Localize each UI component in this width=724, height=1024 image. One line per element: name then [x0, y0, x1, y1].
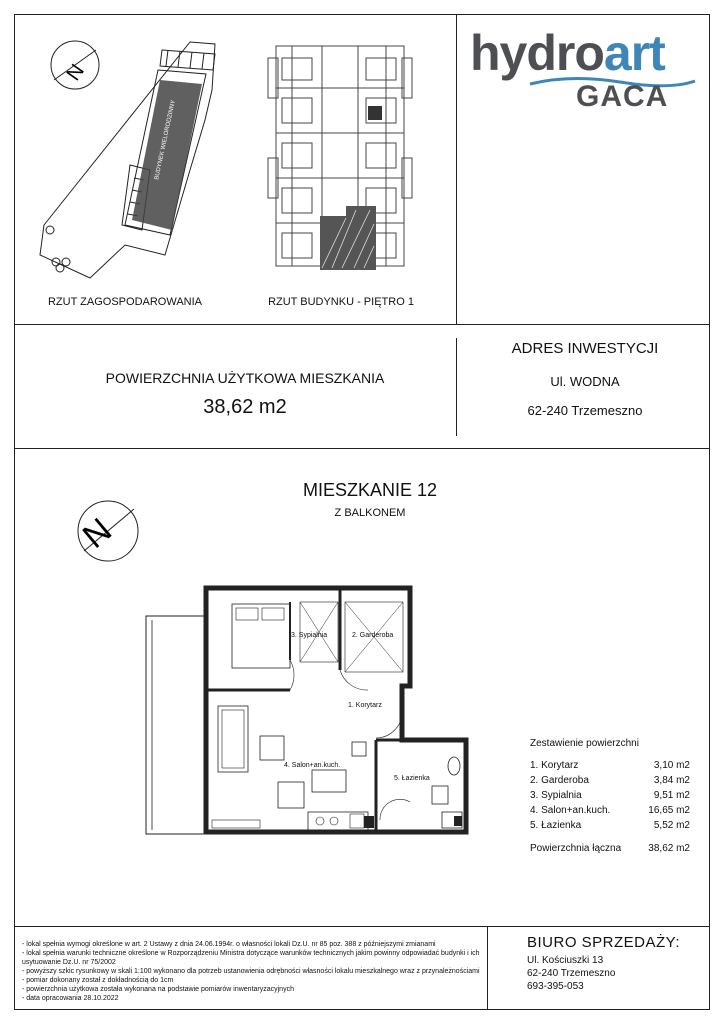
note-line: usytuowanie Dz.U. nr 75/2002 [22, 959, 116, 966]
sales-phone: 693-395-053 [527, 981, 584, 992]
brand-part1: hydro [470, 25, 604, 81]
site-plan-north: N [62, 60, 89, 85]
sales-title: BIURO SPRZEDAŻY: [527, 934, 681, 951]
room-label-sypialnia: 3. Sypialnia [291, 632, 328, 639]
apartment-title: MIESZKANIE 12 [302, 480, 438, 500]
brand-logo [470, 25, 700, 118]
summary-row-name: 4. Salon+an.kuch. [530, 805, 611, 816]
north-arrow-icon [64, 485, 154, 575]
area-title: POWIERZCHNIA UŻYTKOWA MIESZKANIA [105, 370, 385, 386]
note-line: - pomiar dokonany został z dokładnością do 1cm [22, 977, 174, 984]
investment-title: ADRES INWESTYCJI [511, 340, 659, 357]
site-plan-caption: RZUT ZAGOSPODAROWANIA [47, 296, 202, 308]
summary-row-value: 5,52 m2 [653, 820, 690, 831]
summary-total [530, 843, 690, 854]
floor-plan-drawing [140, 580, 480, 850]
summary-row-value: 3,10 m2 [653, 760, 690, 771]
summary-total-value: 38,62 m2 [648, 843, 690, 854]
divider-bottom [14, 926, 710, 927]
summary-total-label: Powierzchnia łączna [530, 843, 622, 854]
divider-middle [14, 448, 710, 449]
note-line: - lokal spełnia wymogi określone w art. 2 Ustawy z dnia 24.06.1994r. o własności lokali Dz.U. nr 85 poz. 388 z późniejszymi zmianami [22, 941, 436, 948]
building-plan-caption: RZUT BUDYNKU - PIĘTRO 1 [268, 296, 414, 308]
divider-notes [487, 926, 488, 1010]
divider-logo [456, 14, 457, 324]
brand-line2: GACA [576, 80, 669, 113]
summary-row-name: 3. Sypialnia [530, 790, 582, 801]
note-line: - powierzchnia użytkowa została wykonana na podstawie pomiarów inwentaryzacyjnych [22, 986, 294, 993]
area-value: 38,62 m2 [203, 396, 287, 418]
note-line: - data opracowania 28.10.2022 [22, 995, 119, 1002]
apartment-subtitle: Z BALKONEM [334, 507, 406, 519]
divider-address [456, 338, 457, 436]
note-line: - lokal spełnia warunki techniczne określone w Rozporządzeniu Ministra dotyczące warunków technicznych jakim powinny odpowiadać budynki i ich [22, 950, 480, 957]
summary-row [530, 805, 690, 816]
summary-row [530, 790, 690, 801]
summary-row-name: 5. Łazienka [530, 820, 582, 831]
site-plan-drawing [30, 30, 250, 290]
summary-row [530, 775, 690, 786]
summary-row-value: 16,65 m2 [648, 805, 690, 816]
note-line: - powyższy szkic rysunkowy w skali 1:100 wykonano dla potrzeb ustanowienia odrębności własności lokalu mieszkalnego wraz z przynależnościami [22, 968, 480, 975]
sales-street: Ul. Kościuszki 13 [527, 955, 604, 966]
summary-row [530, 820, 690, 831]
summary-title: Zestawienie powierzchni [530, 738, 639, 749]
room-label-salon: 4. Salon+an.kuch. [284, 762, 341, 769]
summary-row [530, 760, 690, 771]
site-plan-building-label: BUDYNEK WIELORODZINNY [154, 99, 177, 181]
summary-row-name: 2. Garderoba [530, 775, 589, 786]
room-label-garderoba: 2. Garderoba [352, 632, 394, 639]
brand-part2: art [603, 25, 665, 81]
room-label-lazienka: 5. Łazienka [394, 775, 430, 782]
investment-city: 62-240 Trzemeszno [527, 403, 643, 418]
apartment-north-label: N [75, 510, 119, 556]
investment-street: Ul. WODNA [550, 374, 620, 389]
sales-city: 62-240 Trzemeszno [527, 968, 616, 979]
notes [22, 940, 482, 1003]
summary-row-value: 3,84 m2 [653, 775, 690, 786]
summary-row-value: 9,51 m2 [653, 790, 690, 801]
divider-top [14, 324, 710, 325]
summary-row-name: 1. Korytarz [530, 760, 579, 771]
room-label-korytarz: 1. Korytarz [348, 702, 382, 709]
building-plan-drawing [262, 38, 422, 278]
